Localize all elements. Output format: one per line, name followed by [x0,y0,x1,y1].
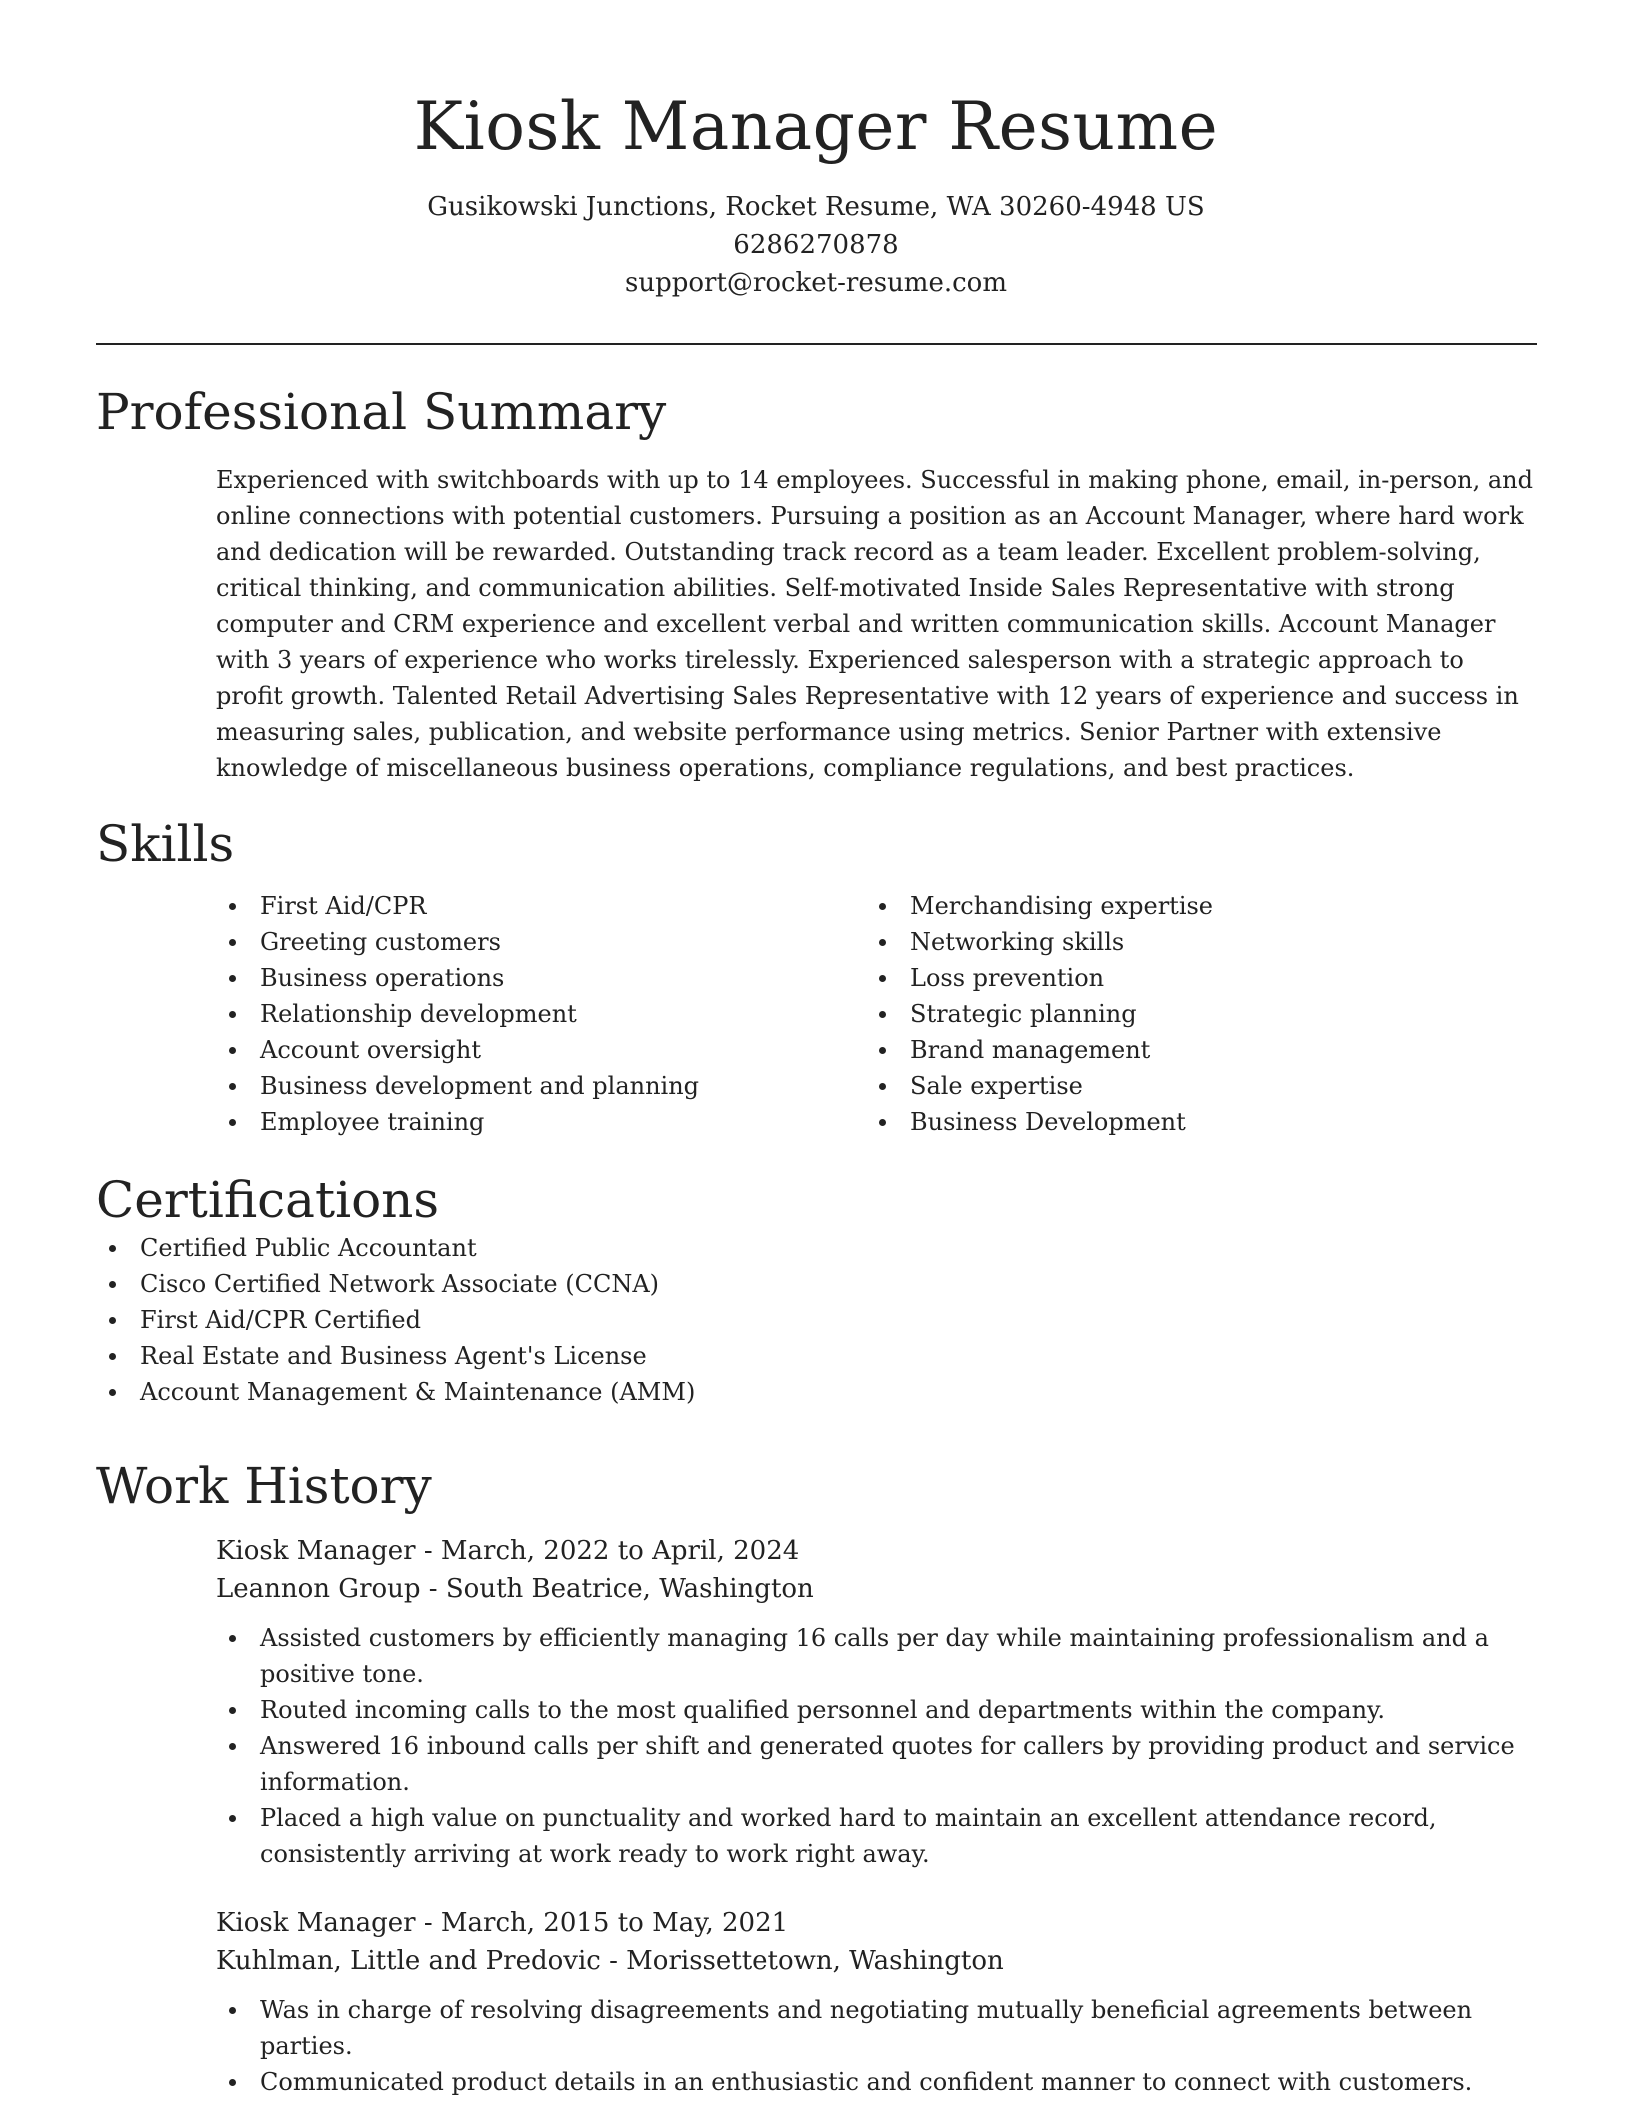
skill-item: Merchandising expertise [866,888,1516,924]
certification-item: Certified Public Accountant [96,1230,1537,1266]
skills-columns [216,888,1537,1140]
job-company: Kuhlman, Little and Predovic [216,1946,601,1976]
job-duties-list [216,1992,1537,2100]
skill-item: Networking skills [866,924,1516,960]
job-company-line [216,1570,1537,1608]
skills-section [96,814,1537,1140]
summary-heading: Professional Summary [96,383,667,441]
contact-email: support@rocket-resume.com [624,268,1007,298]
job-duty-item: Was in charge of resolving disagreements and negotiating mutually beneficial agreements between parties. [216,1992,1537,2064]
job-dates: - March, 2022 to April, 2024 [415,1536,800,1566]
contact-phone: 6286270878 [733,230,899,260]
job-duty-item: Placed a high value on punctuality and worked hard to maintain an excellent attendance record, consistently arriving at work ready to work right away. [216,1800,1537,1872]
skill-item: Sale expertise [866,1068,1516,1104]
resume-header [0,0,1632,302]
certifications-list [96,1230,1537,1410]
job-duty-item: Routed incoming calls to the most qualified personnel and departments within the company. [216,1692,1537,1728]
job-entry [216,1904,1537,2100]
skill-item: Business Development [866,1104,1516,1140]
job-duty-item: Communicated product details in an enthusiastic and confident manner to connect with customers. [216,2064,1537,2100]
job-duties-list [216,1620,1537,1872]
skill-item: Account oversight [216,1032,866,1068]
job-location: - Morissettetown, Washington [600,1946,1004,1976]
certifications-section [96,1170,1537,1410]
skills-column-right [866,888,1516,1140]
skill-item: Relationship development [216,996,866,1032]
job-duty-item: Answered 16 inbound calls per shift and generated quotes for callers by providing product and service information. [216,1728,1537,1800]
job-location: - South Beatrice, Washington [420,1574,814,1604]
summary-text: Experienced with switchboards with up to 14 employees. Successful in making phone, email, in-person, and online connections with potential customers. Pursuing a position as an Account Manager, where hard work and dedication will be rewarded. Outstanding track record as a team leader. Excellent problem-solving, critical thinking, and communication abilities. Self-motivated Inside Sales Representative with strong computer and CRM experience and excellent verbal and written communication skills. Account Manager with 3 years of experience who works tirelessly. Experienced salesperson with a strategic approach to profit growth. Talented Retail Advertising Sales Representative with 12 years of experience and success in measuring sales, publication, and website performance using metrics. Senior Partner with extensive knowledge of miscellaneous business operations, compliance regulations, and best practices. [216,466,1533,782]
contact-block [0,188,1632,302]
job-duty-item: Assisted customers by efficiently managing 16 calls per day while maintaining professionalism and a positive tone. [216,1620,1537,1692]
summary-section [96,382,1537,786]
skill-item: Loss prevention [866,960,1516,996]
contact-address: Gusikowski Junctions, Rocket Resume, WA 30260-4948 US [427,192,1205,222]
job-title-line [216,1532,1537,1570]
skill-item: First Aid/CPR [216,888,866,924]
job-title: Kiosk Manager [216,1536,416,1566]
job-company-line [216,1942,1537,1980]
job-entry [216,1532,1537,1872]
job-company: Leannon Group [216,1574,421,1604]
skill-item: Business operations [216,960,866,996]
work-history-section [96,1456,1537,2100]
skill-item: Employee training [216,1104,866,1140]
skill-item: Business development and planning [216,1068,866,1104]
header-divider [96,343,1537,345]
certifications-heading: Certifications [96,1171,440,1229]
certification-item: Real Estate and Business Agent's License [96,1338,1537,1374]
job-title-line [216,1904,1537,1942]
job-title: Kiosk Manager [216,1908,416,1938]
certification-item: Account Management & Maintenance (AMM) [96,1374,1537,1410]
skill-item: Brand management [866,1032,1516,1068]
skill-item: Strategic planning [866,996,1516,1032]
skill-item: Greeting customers [216,924,866,960]
resume-title: Kiosk Manager Resume [413,88,1219,165]
job-dates: - March, 2015 to May, 2021 [415,1908,789,1938]
certification-item: First Aid/CPR Certified [96,1302,1537,1338]
certification-item: Cisco Certified Network Associate (CCNA) [96,1266,1537,1302]
skills-heading: Skills [96,815,235,873]
skills-column-left [216,888,866,1140]
work-history-heading: Work History [96,1457,432,1515]
